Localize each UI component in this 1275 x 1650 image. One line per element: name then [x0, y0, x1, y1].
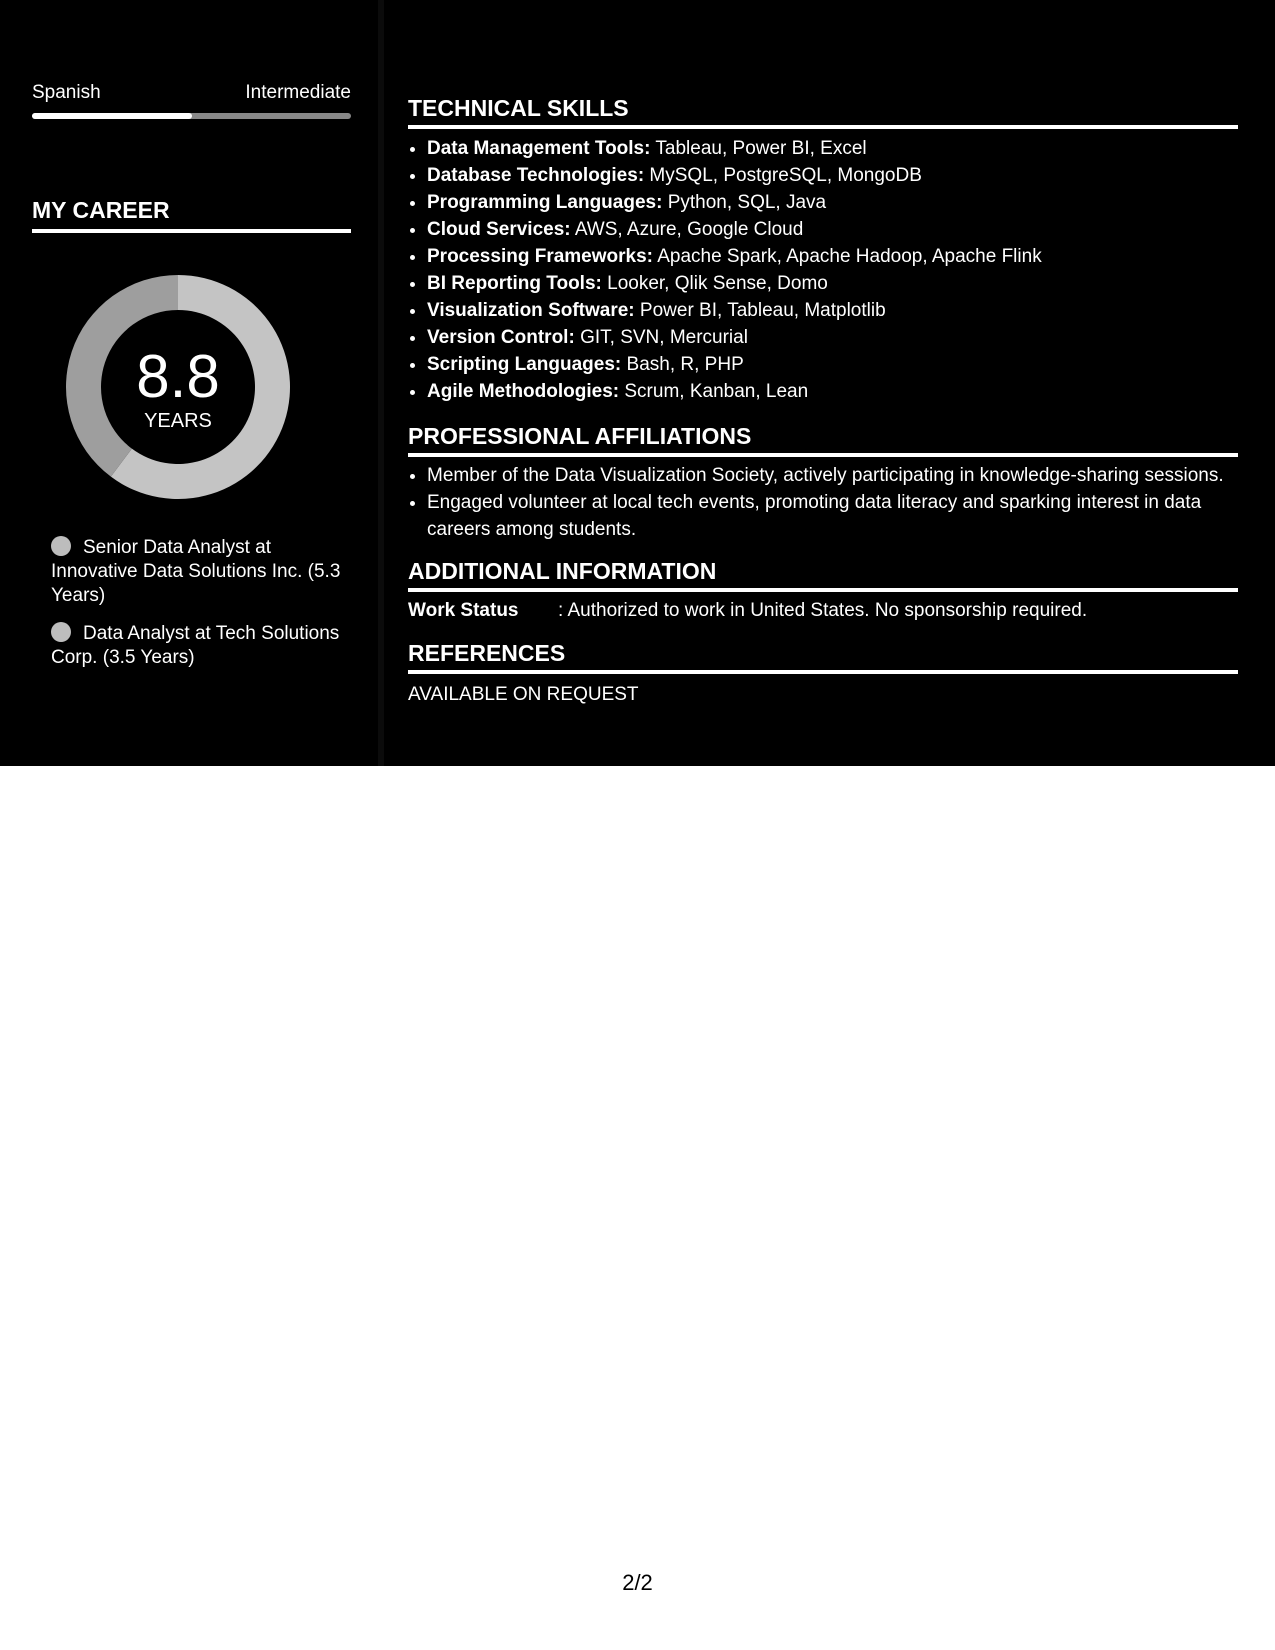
skill-label: Data Management Tools: [427, 138, 651, 159]
affiliations-title: PROFESSIONAL AFFILIATIONS [408, 422, 1238, 457]
skill-value: Bash, R, PHP [621, 354, 744, 375]
career-job-item [51, 536, 341, 608]
language-row [32, 80, 351, 106]
skill-value: GIT, SVN, Mercurial [574, 327, 748, 348]
skill-item [427, 189, 1257, 216]
skill-label: Agile Methodologies: [427, 381, 620, 402]
skill-value: Tableau, Power BI, Excel [650, 138, 867, 159]
skill-item [427, 243, 1257, 270]
skill-label: Database Technologies: [427, 165, 645, 186]
skill-item [427, 162, 1257, 189]
career-section-title: MY CAREER [32, 195, 351, 233]
skill-label: Scripting Languages: [427, 354, 622, 375]
skill-value: MySQL, PostgreSQL, MongoDB [644, 165, 922, 186]
technical-skills-list [408, 135, 1257, 405]
career-years-unit: YEARS [144, 410, 212, 432]
technical-skills-title: TECHNICAL SKILLS [408, 94, 1238, 129]
work-status-value: : Authorized to work in United States. No sponsorship required. [558, 600, 1088, 621]
skill-value: Power BI, Tableau, Matplotlib [634, 300, 886, 321]
affiliations-list [408, 462, 1257, 543]
language-level: Intermediate [245, 82, 351, 103]
affiliation-item: • Member of the Data Visualization Society, actively participating in knowledge-sharing sessions. [427, 462, 1257, 489]
skill-item [427, 351, 1257, 378]
references-title: REFERENCES [408, 639, 1238, 674]
column-divider [378, 0, 384, 766]
skill-item [427, 324, 1257, 351]
skill-value: Apache Spark, Apache Hadoop, Apache Flink [652, 246, 1042, 267]
career-job-item [51, 622, 341, 670]
page-number: 2/2 [622, 1570, 653, 1595]
job-text: Senior Data Analyst at Innovative Data Solutions Inc. (5.3 Years) [51, 537, 341, 606]
skill-label: Processing Frameworks: [427, 246, 653, 267]
skill-label: Cloud Services: [427, 219, 571, 240]
job-dot-icon [51, 622, 71, 642]
skill-item [427, 297, 1257, 324]
career-job-list [51, 536, 341, 684]
work-status-label: Work Status [408, 600, 519, 621]
job-dot-icon [51, 536, 71, 556]
skill-value: Looker, Qlik Sense, Domo [601, 273, 828, 294]
skill-label: Visualization Software: [427, 300, 635, 321]
skill-item [427, 135, 1257, 162]
career-total-years: 8.8 [136, 343, 220, 410]
additional-info-title: ADDITIONAL INFORMATION [408, 557, 1238, 592]
skill-label: BI Reporting Tools: [427, 273, 602, 294]
skill-item [427, 270, 1257, 297]
skill-label: Programming Languages: [427, 192, 663, 213]
language-proficiency-bar [32, 113, 351, 119]
work-status-row [408, 597, 1238, 624]
references-text: AVAILABLE ON REQUEST [408, 684, 639, 705]
affiliation-item: • Engaged volunteer at local tech events, promoting data literacy and sparking interest in data careers among students. [427, 489, 1257, 543]
language-name: Spanish [32, 82, 101, 103]
skill-item [427, 216, 1257, 243]
language-proficiency-fill [32, 113, 192, 119]
resume-page-dark-area [0, 0, 1275, 766]
skill-value: Python, SQL, Java [662, 192, 827, 213]
job-text: Data Analyst at Tech Solutions Corp. (3.5 Years) [51, 623, 340, 668]
skill-value: AWS, Azure, Google Cloud [570, 219, 804, 240]
skill-item [427, 378, 1257, 405]
skill-label: Version Control: [427, 327, 575, 348]
skill-value: Scrum, Kanban, Lean [619, 381, 809, 402]
